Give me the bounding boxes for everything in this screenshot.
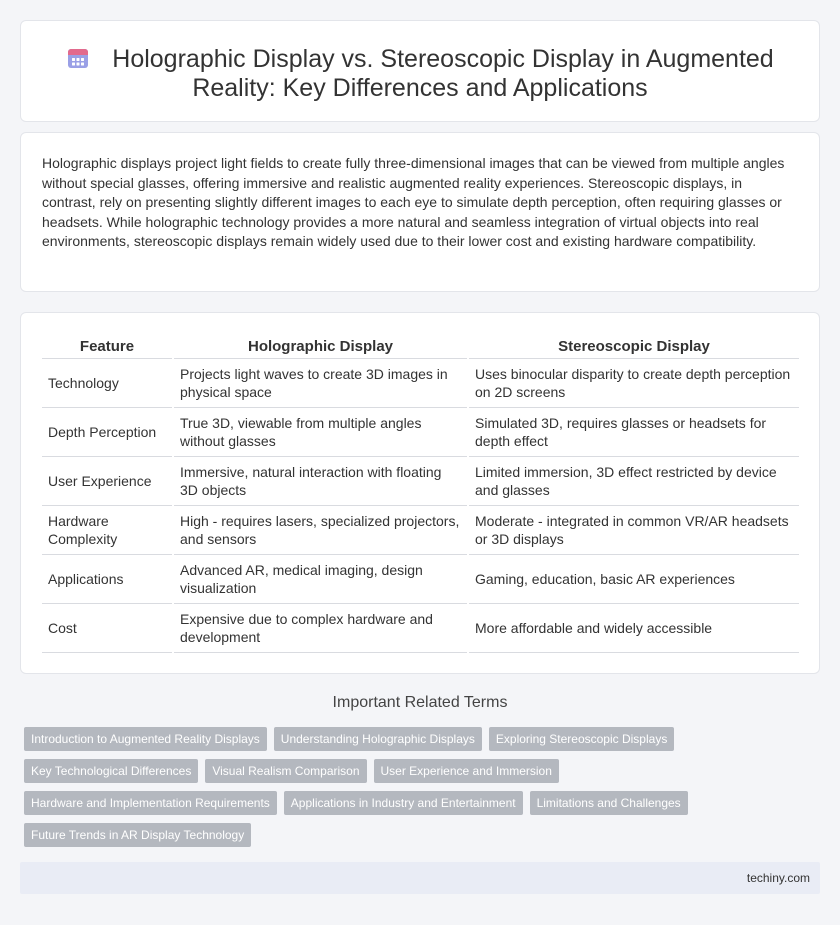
tag-link[interactable]: Understanding Holographic Displays <box>274 727 482 751</box>
cell-feature: Technology <box>42 358 173 407</box>
page-title <box>21 45 819 103</box>
tag-link[interactable]: Exploring Stereoscopic Displays <box>489 727 674 751</box>
footer-site-link[interactable]: techiny.com <box>746 871 810 885</box>
tag-link[interactable]: User Experience and Immersion <box>374 759 559 783</box>
cell-stereoscopic: Simulated 3D, requires glasses or headsets for depth effect <box>468 407 799 456</box>
table-row <box>42 603 799 652</box>
table-row <box>42 505 799 554</box>
cell-feature: User Experience <box>42 456 173 505</box>
tag-row <box>24 791 814 815</box>
table-row <box>42 554 799 603</box>
related-terms-heading: Important Related Terms <box>332 694 508 711</box>
tag-link[interactable]: Hardware and Implementation Requirements <box>24 791 277 815</box>
cell-stereoscopic: Gaming, education, basic AR experiences <box>468 554 799 603</box>
header-holographic: Holographic Display <box>173 333 468 358</box>
cell-feature: Cost <box>42 603 173 652</box>
table-header-row <box>42 333 799 358</box>
related-terms-list <box>24 727 814 855</box>
cell-stereoscopic: More affordable and widely accessible <box>468 603 799 652</box>
header-stereoscopic: Stereoscopic Display <box>468 333 799 358</box>
header-feature: Feature <box>42 333 173 358</box>
cell-stereoscopic: Moderate - integrated in common VR/AR headsets or 3D displays <box>468 505 799 554</box>
tag-link[interactable]: Key Technological Differences <box>24 759 198 783</box>
cell-holographic: Advanced AR, medical imaging, design visualization <box>173 554 468 603</box>
intro-card <box>20 132 820 292</box>
cell-stereoscopic: Limited immersion, 3D effect restricted by device and glasses <box>468 456 799 505</box>
tag-link[interactable]: Limitations and Challenges <box>530 791 688 815</box>
cell-feature: Depth Perception <box>42 407 173 456</box>
cell-holographic: High - requires lasers, specialized projectors, and sensors <box>173 505 468 554</box>
tag-row <box>24 823 814 847</box>
table-row <box>42 407 799 456</box>
title-line-2: Reality: Key Differences and Applications <box>192 74 648 102</box>
table-row <box>42 456 799 505</box>
footer <box>20 862 820 894</box>
cell-holographic: True 3D, viewable from multiple angles without glasses <box>173 407 468 456</box>
title-line-1: Holographic Display vs. Stereoscopic Display in Augmented <box>112 45 774 73</box>
title-card <box>20 20 820 122</box>
tag-link[interactable]: Visual Realism Comparison <box>205 759 366 783</box>
cell-holographic: Projects light waves to create 3D images in physical space <box>173 358 468 407</box>
comparison-card <box>20 312 820 674</box>
tag-link[interactable]: Applications in Industry and Entertainment <box>284 791 523 815</box>
tag-row <box>24 727 814 751</box>
tag-link[interactable]: Introduction to Augmented Reality Displays <box>24 727 267 751</box>
cell-holographic: Expensive due to complex hardware and development <box>173 603 468 652</box>
tag-link[interactable]: Future Trends in AR Display Technology <box>24 823 251 847</box>
cell-feature: Hardware Complexity <box>42 505 173 554</box>
calendar-icon <box>66 46 90 70</box>
cell-stereoscopic: Uses binocular disparity to create depth perception on 2D screens <box>468 358 799 407</box>
table-row <box>42 358 799 407</box>
tag-row <box>24 759 814 783</box>
comparison-table <box>42 333 799 653</box>
intro-paragraph: Holographic displays project light fields to create fully three-dimensional images that can be viewed from multiple angles without special glasses, offering immersive and realistic augmented reality experiences. Stereoscopic displays, in contrast, rely on presenting slightly different images to each eye to simulate depth perception, often requiring glasses or headsets. While holographic technology provides a more natural and seamless integration of virtual objects into real environments, stereoscopic displays remain widely used due to their lower cost and existing hardware compatibility. <box>42 155 785 250</box>
cell-holographic: Immersive, natural interaction with floating 3D objects <box>173 456 468 505</box>
cell-feature: Applications <box>42 554 173 603</box>
